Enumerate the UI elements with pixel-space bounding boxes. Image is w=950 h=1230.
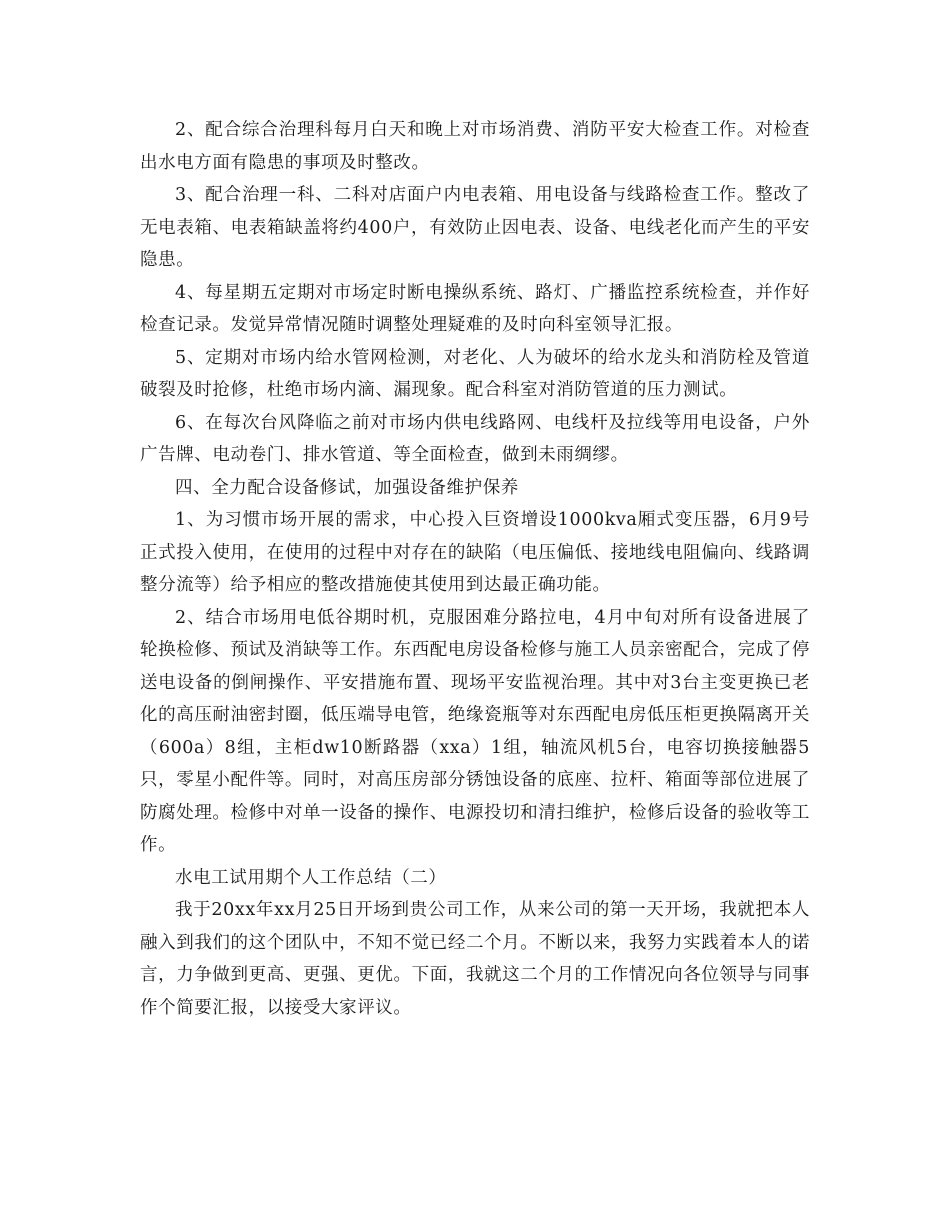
- document-body: [140, 114, 810, 1024]
- paragraph-item-4: 4、每星期五定期对市场定时断电操纵系统、路灯、广播监控系统检查，并作好检查记录。发觉异常情况随时调整处理疑难的及时向科室领导汇报。: [140, 282, 810, 335]
- section-heading-4: 四、全力配合设备修试，加强设备维护保养: [175, 477, 519, 498]
- paragraph-intro: 我于20xx年xx月25日开场到贵公司工作，从来公司的第一天开场，我就把本人融入到我们的这个团队中，不知不觉已经二个月。不断以来，我努力实践着本人的诺言，力争做到更高、更强、更优。下面，我就这二个月的工作情况向各位领导与同事作个简要汇报，以接受大家评议。: [140, 900, 810, 1018]
- paragraph-item-3: 3、配合治理一科、二科对店面户内电表箱、用电设备与线路检查工作。整改了无电表箱、电表箱缺盖将约400户，有效防止因电表、设备、电线老化而产生的平安隐患。: [140, 185, 810, 270]
- paragraph-maintenance: 2、结合市场用电低谷期时机，克服困难分路拉电，4月中旬对所有设备进展了轮换检修、预试及消缺等工作。东西配电房设备检修与施工人员亲密配合，完成了停送电设备的倒闸操作、平安措施布置、现场平安监视治理。其中对3台主变更换已老化的高压耐油密封圈，低压端导电管，绝缘瓷瓶等对东西配电房低压柜更换隔离开关（600a）8组，主柜dw10断路器（xxa）1组，轴流风机5台，电容切换接触器5只，零星小配件等。同时，对高压房部分锈蚀设备的底座、拉杆、箱面等部位进展了防腐处理。检修中对单一设备的操作、电源投切和清扫维护，检修后设备的验收等工作。: [140, 607, 810, 855]
- paragraph-transformer: 1、为习惯市场开展的需求，中心投入巨资增设1000kva厢式变压器，6月9号正式投入使用，在使用的过程中对存在的缺陷（电压偏低、接地线电阻偏向、线路调整分流等）给予相应的整改措施使其使用到达最正确功能。: [140, 510, 810, 595]
- subtitle-summary-2: 水电工试用期个人工作总结（二）: [175, 867, 447, 888]
- paragraph-item-6: 6、在每次台风降临之前对市场内供电线路网、电线杆及拉线等用电设备，户外广告牌、电动卷门、排水管道、等全面检查，做到未雨绸缪。: [140, 412, 810, 465]
- paragraph-item-5: 5、定期对市场内给水管网检测，对老化、人为破坏的给水龙头和消防栓及管道破裂及时抢修，杜绝市场内滴、漏现象。配合科室对消防管道的压力测试。: [140, 347, 810, 400]
- paragraph-item-2: 2、配合综合治理科每月白天和晚上对市场消费、消防平安大检查工作。对检查出水电方面有隐患的事项及时整改。: [140, 120, 810, 173]
